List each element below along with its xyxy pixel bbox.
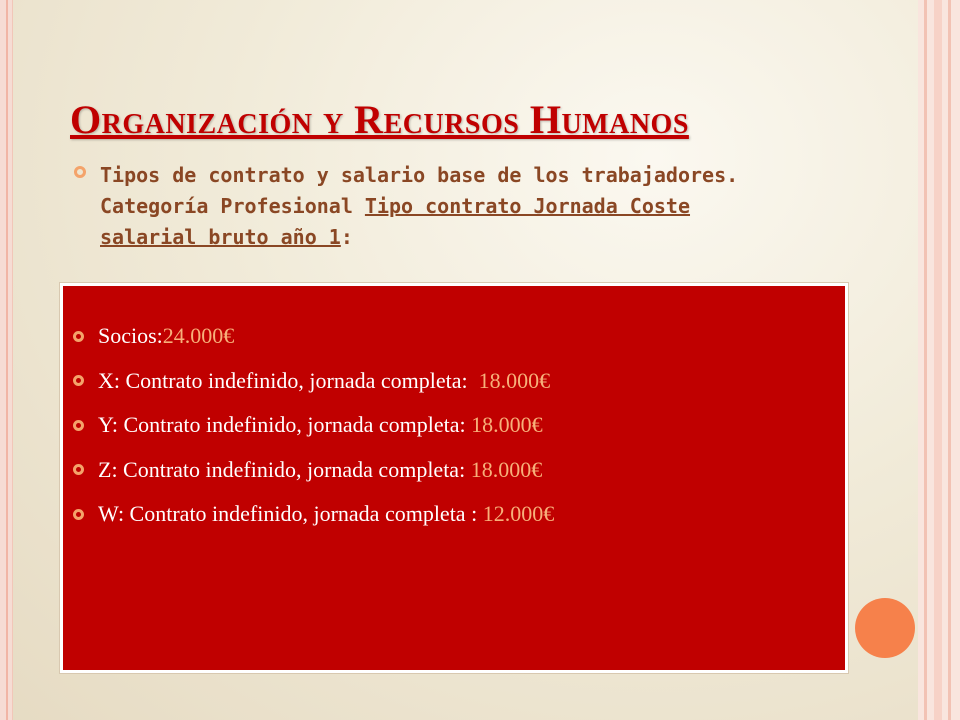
- bullet-icon: [73, 509, 84, 520]
- bullet-icon: [73, 420, 84, 431]
- subtitle-text: [100, 160, 794, 253]
- subtitle-underlined: Tipo contrato Jornada Coste salarial bruto año 1: [100, 194, 691, 249]
- slide-title: Organización y Recursos Humanos: [70, 97, 689, 142]
- item-label: Z: Contrato indefinido, jornada completa:: [98, 456, 471, 482]
- accent-circle: [855, 598, 915, 658]
- list-item: [73, 403, 554, 448]
- item-label: X: Contrato indefinido, jornada completa:: [98, 367, 479, 393]
- salary-panel: [60, 283, 848, 673]
- item-value: 12.000€: [482, 501, 555, 527]
- bullet-icon: [73, 464, 84, 475]
- list-item: [73, 314, 554, 359]
- subtitle-plain: Tipos de contrato y salario base de los trabajadores. Categoría Profesional: [100, 163, 739, 218]
- bullet-icon: [73, 331, 84, 342]
- subtitle-bullet: [74, 160, 794, 253]
- left-decorative-border: [0, 0, 13, 720]
- item-value: 18.000€: [471, 412, 543, 438]
- salary-list: [73, 314, 554, 537]
- list-item: [73, 359, 554, 404]
- item-value: 18.000€: [478, 367, 551, 393]
- bullet-icon: [74, 160, 100, 253]
- list-item: [73, 492, 554, 537]
- item-label: Y: Contrato indefinido, jornada completa:: [98, 412, 472, 438]
- bullet-icon: [73, 375, 84, 386]
- right-decorative-border: [918, 0, 960, 720]
- item-label: W: Contrato indefinido, jornada completa :: [98, 501, 483, 527]
- item-value: 18.000€: [470, 456, 543, 482]
- subtitle-end: :: [340, 225, 353, 249]
- item-value: 24.000€: [162, 323, 235, 349]
- list-item: [73, 448, 554, 493]
- item-label: Socios:: [98, 323, 163, 349]
